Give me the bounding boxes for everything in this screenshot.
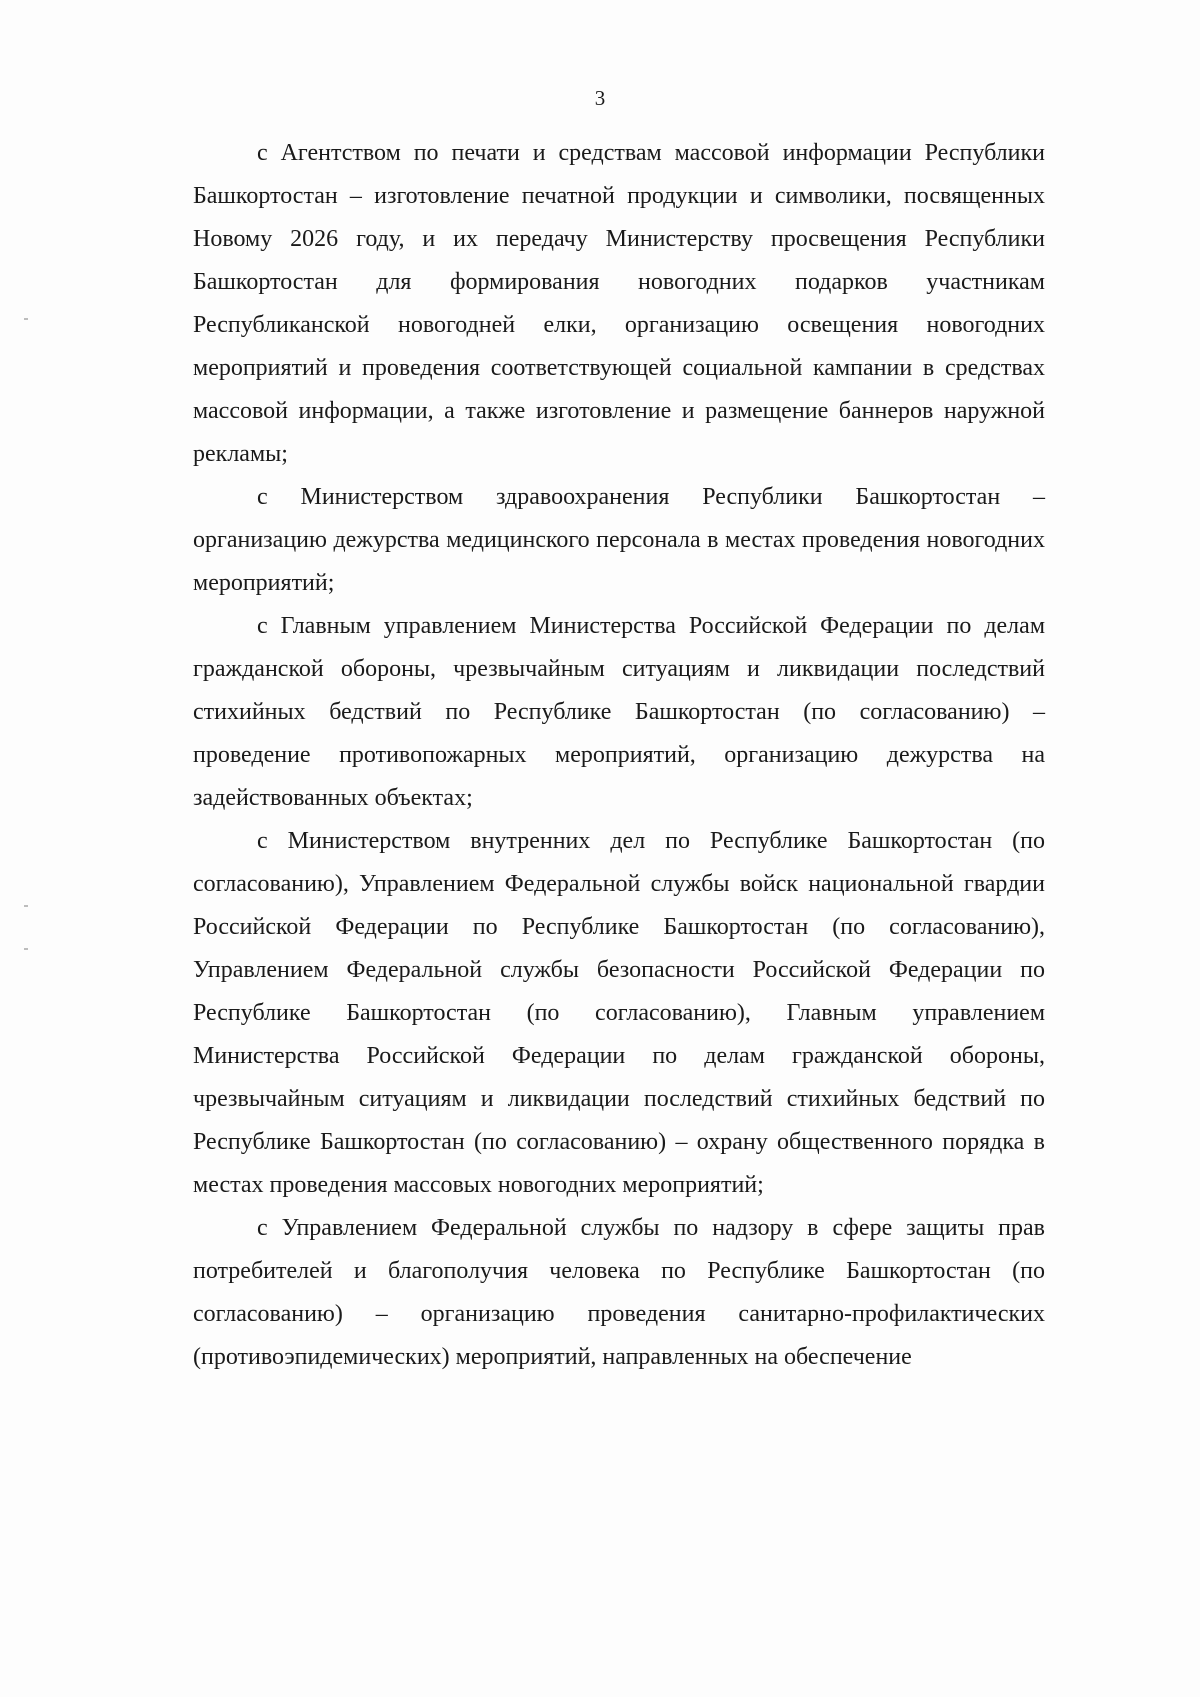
paragraph-emergency-ministry: с Главным управлением Министерства Российской Федерации по делам гражданской обороны, чрезвычайным ситуациям и ликвидации последствий стихийных бедствий по Республике Башкортостан (по согласованию) – проведение противопожарных мероприятий, организацию дежурства на задействованных объектах; [193, 613, 1045, 811]
scan-artifact [24, 948, 28, 950]
scan-artifact [24, 905, 28, 907]
page-number: 3 [594, 86, 606, 110]
paragraph-health-ministry: с Министерством здравоохранения Республики Башкортостан – организацию дежурства медицинского персонала в местах проведения новогодних мероприятий; [193, 484, 1045, 596]
paragraph-interior-ministry: с Министерством внутренних дел по Республике Башкортостан (по согласованию), Управлением Федеральной службы войск национальной гвардии Российской Федерации по Республике Башкортостан (по согласованию), Управлением Федеральной службы безопасности Российской Федерации по Республике Башкортостан (по согласованию), Главным управлением Министерства Российской Федерации по делам гражданской обороны, чрезвычайным ситуациям и ликвидации последствий стихийных бедствий по Республике Башкортостан (по согласованию) – охрану общественного порядка в местах проведения массовых новогодних мероприятий; [193, 828, 1045, 1198]
scan-artifact [24, 318, 28, 320]
paragraph-consumer-rights: с Управлением Федеральной службы по надзору в сфере защиты прав потребителей и благополучия человека по Республике Башкортостан (по согласованию) – организацию проведения санитарно-профилактических (противоэпидемических) мероприятий, направленных на обеспечение [193, 1215, 1045, 1370]
document-body [193, 132, 1045, 1379]
paragraph-press-agency: с Агентством по печати и средствам массовой информации Республики Башкортостан – изготовление печатной продукции и символики, посвященных Новому 2026 году, и их передачу Министерству просвещения Республики Башкортостан для формирования новогодних подарков участникам Республиканской новогодней елки, организацию освещения новогодних мероприятий и проведения соответствующей социальной кампании в средствах массовой информации, а также изготовление и размещение баннеров наружной рекламы; [193, 140, 1045, 467]
